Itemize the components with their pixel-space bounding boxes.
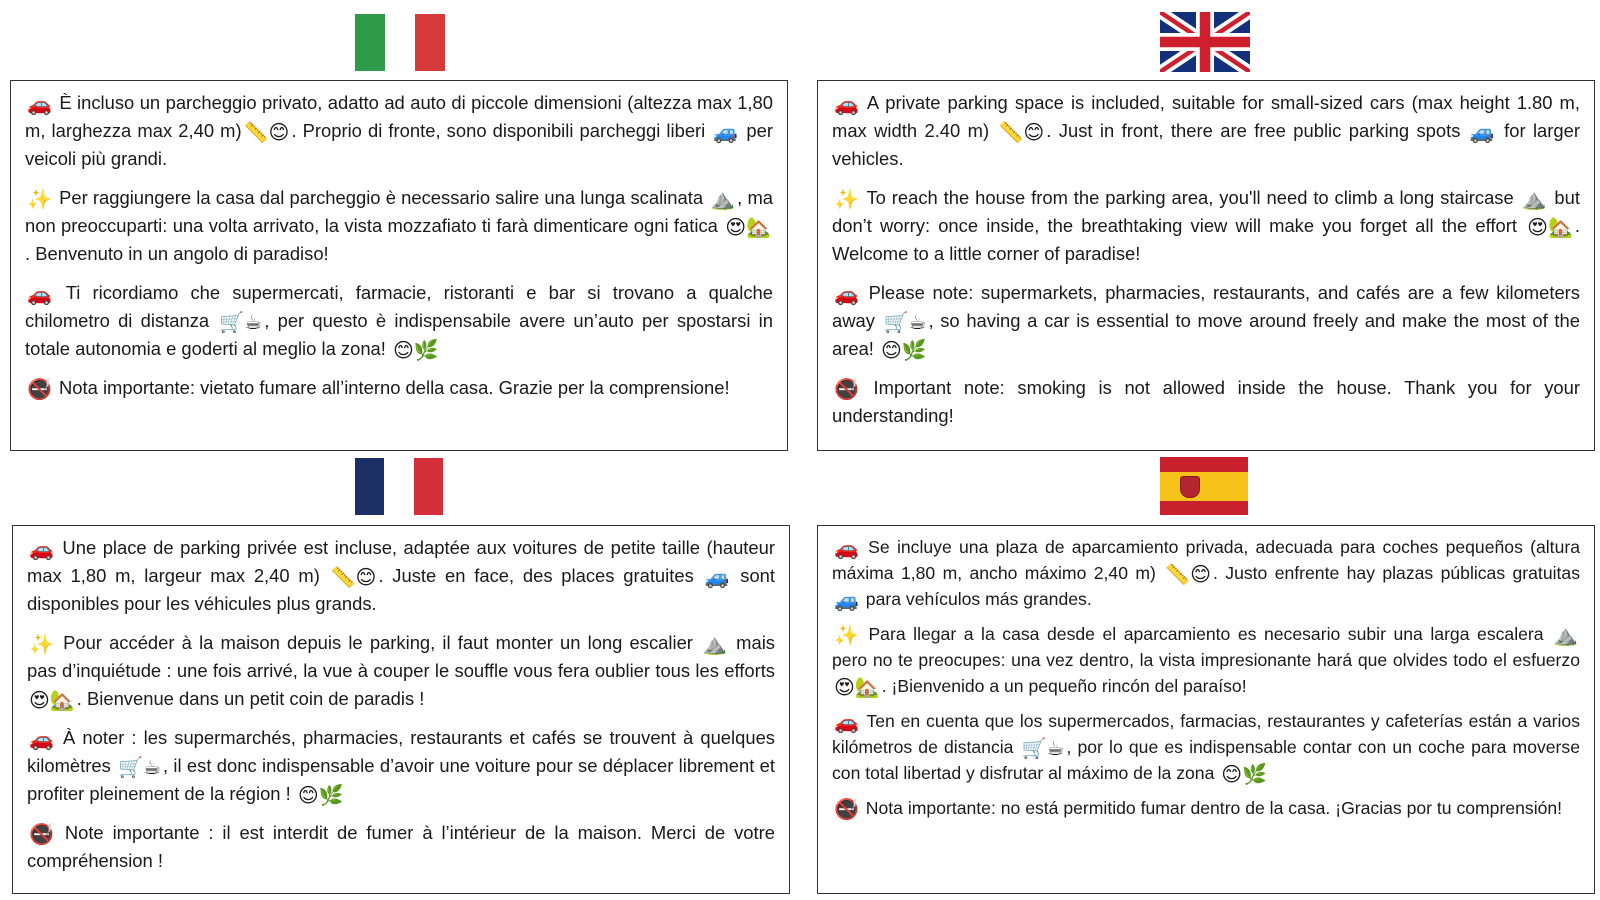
italy-flag-red: [415, 14, 445, 71]
italy-flag-icon: [355, 14, 445, 71]
paragraph: [25, 374, 773, 402]
paragraph-text: for larger vehicles.: [832, 120, 1580, 169]
car-icon: 🚗: [834, 284, 859, 306]
paragraph-text: per veicoli più grandi.: [25, 120, 773, 169]
english-text-panel: [817, 80, 1595, 451]
spanish-text-panel: [817, 525, 1595, 894]
paragraph-text: To reach the house from the parking area, you'll need to climb a long staircase: [860, 187, 1520, 208]
no-smoking-icon: 🚭: [29, 824, 54, 846]
mountain-icon: ⛰️: [1521, 189, 1547, 211]
spain-flag-bottom: [1160, 501, 1248, 516]
paragraph-text: . Proprio di fronte, sono disponibili parcheggi liberi: [291, 120, 712, 141]
spain-coat-of-arms-icon: [1180, 476, 1200, 498]
italy-flag-white: [385, 14, 415, 71]
paragraph: [832, 184, 1580, 268]
france-flag-white: [384, 458, 413, 515]
no-smoking-icon: 🚭: [27, 379, 52, 401]
paragraph-text: . Bienvenue dans un petit coin de paradis !: [76, 688, 425, 709]
ruler-smile-icon: 📏😊: [1165, 564, 1212, 586]
paragraph: [25, 184, 773, 268]
smile-herb-icon: 😊🌿: [881, 340, 927, 362]
paragraph-text: È incluso un parcheggio privato, adatto ad auto di piccole dimensioni (altezza max 1,80 m, larghezza max 2,40 m): [25, 92, 773, 141]
smile-herb-icon: 😊🌿: [297, 785, 344, 807]
paragraph: [27, 629, 775, 713]
france-flag-blue: [355, 458, 384, 515]
spain-flag-top: [1160, 457, 1248, 472]
france-flag-icon: [355, 458, 443, 515]
sparkles-icon: ✨: [27, 189, 52, 211]
paragraph-text: À noter : les supermarchés, pharmacies, restaurants et cafés se trouvent à quelques kilomètres: [27, 727, 775, 776]
paragraph-text: Please note: supermarkets, pharmacies, restaurants, and cafés are a few kilometers away: [832, 282, 1580, 331]
car-icon: 🚗: [834, 538, 859, 560]
paragraph-text: mais pas d’inquiétude : une fois arrivé, la vue à couper le souffle vous fera oublier tous les efforts: [27, 632, 775, 681]
paragraph-text: Ten en cuenta que los supermercados, farmacias, restaurantes y cafeterías están a varios kilómetros de distancia: [832, 711, 1580, 757]
paragraph: [25, 279, 773, 363]
paragraph: [27, 534, 775, 618]
paragraph-text: Une place de parking privée est incluse, adaptée aux voitures de petite taille (hauteur max 1,80 m, largeur max 2,40 m): [27, 537, 775, 586]
mountain-icon: ⛰️: [710, 189, 736, 211]
paragraph-text: para vehículos más grandes.: [860, 589, 1092, 609]
smile-herb-icon: 😊🌿: [1221, 764, 1268, 786]
sparkles-icon: ✨: [834, 625, 859, 647]
car-icon: 🚗: [834, 94, 859, 116]
paragraph-text: A private parking space is included, suitable for small-sized cars (max height 1.80 m, max width 2.40 m): [832, 92, 1580, 141]
sparkles-icon: ✨: [29, 634, 54, 656]
no-smoking-icon: 🚭: [834, 379, 859, 401]
suv-icon: 🚙: [704, 567, 730, 589]
uk-flag-icon: [1160, 12, 1250, 72]
suv-icon: 🚙: [834, 590, 859, 612]
spain-flag-icon: [1160, 457, 1248, 515]
paragraph-text: , ma non preoccuparti: una volta arrivato, la vista mozzafiato ti farà dimenticare ogni fatica: [25, 187, 773, 236]
italian-text-panel: [10, 80, 788, 451]
paragraph-text: Ti ricordiamo che supermercati, farmacie, ristoranti e bar si trovano a qualche chilometro di distanza: [25, 282, 773, 331]
paragraph: [832, 374, 1580, 430]
italy-flag-green: [355, 14, 385, 71]
paragraph-text: . Juste en face, des places gratuites: [378, 565, 703, 586]
car-icon: 🚗: [834, 712, 859, 734]
paragraph: [832, 279, 1580, 363]
no-smoking-icon: 🚭: [834, 799, 859, 821]
suv-icon: 🚙: [713, 122, 739, 144]
paragraph-text: Nota importante: vietato fumare all’interno della casa. Grazie per la comprensione!: [53, 377, 730, 398]
spain-flag-middle: [1160, 472, 1248, 501]
cart-coffee-icon: 🛒☕: [1021, 738, 1065, 760]
cart-coffee-icon: 🛒☕: [118, 757, 161, 779]
car-icon: 🚗: [29, 729, 54, 751]
mountain-icon: ⛰️: [1553, 625, 1578, 647]
paragraph-text: but don’t worry: once inside, the breathtaking view will make you forget all the effort: [832, 187, 1580, 236]
heart-eyes-house-icon: 😍🏡: [29, 690, 75, 712]
paragraph-text: . Benvenuto in un angolo di paradiso!: [25, 243, 329, 264]
paragraph: [832, 708, 1580, 786]
paragraph-text: . ¡Bienvenido a un pequeño rincón del paraíso!: [881, 676, 1247, 696]
cart-coffee-icon: 🛒☕: [883, 312, 927, 334]
paragraph-text: , il est donc indispensable d’avoir une voiture pour se déplacer librement et profiter pleinement de la région !: [27, 755, 775, 804]
paragraph: [27, 819, 775, 875]
heart-eyes-house-icon: 😍🏡: [725, 217, 771, 239]
paragraph-text: Se incluye una plaza de aparcamiento privada, adecuada para coches pequeños (altura máxima 1,80 m, ancho máximo 2,40 m): [832, 537, 1580, 583]
heart-eyes-house-icon: 😍🏡: [1527, 217, 1573, 239]
paragraph-text: , per questo è indispensabile avere un’auto per spostarsi in totale autonomia e goderti al meglio la zona!: [25, 310, 773, 359]
paragraph-text: Pour accéder à la maison depuis le parking, il faut monter un long escalier: [55, 632, 701, 653]
france-flag-red: [414, 458, 443, 515]
suv-icon: 🚙: [1469, 122, 1495, 144]
cart-coffee-icon: 🛒☕: [219, 312, 263, 334]
car-icon: 🚗: [27, 94, 52, 116]
ruler-smile-icon: 📏😊: [998, 122, 1045, 144]
paragraph-text: Per raggiungere la casa dal parcheggio è necessario salire una lunga scalinata: [53, 187, 709, 208]
paragraph: [832, 89, 1580, 173]
paragraph-text: . Just in front, there are free public parking spots: [1046, 120, 1468, 141]
paragraph-text: sont disponibles pour les véhicules plus grands.: [27, 565, 776, 614]
sparkles-icon: ✨: [834, 189, 859, 211]
paragraph: [25, 89, 773, 173]
paragraph-text: . Welcome to a little corner of paradise!: [832, 215, 1580, 264]
car-icon: 🚗: [29, 539, 54, 561]
ruler-smile-icon: 📏😊: [243, 122, 290, 144]
french-text-panel: [12, 525, 790, 894]
paragraph: [832, 621, 1580, 699]
paragraph-text: Important note: smoking is not allowed inside the house. Thank you for your understanding!: [832, 377, 1580, 426]
heart-eyes-house-icon: 😍🏡: [834, 677, 880, 699]
mountain-icon: ⛰️: [702, 634, 727, 656]
paragraph: [832, 534, 1580, 612]
ruler-smile-icon: 📏😊: [330, 567, 377, 589]
paragraph-text: . Justo enfrente hay plazas públicas gratuitas: [1213, 563, 1580, 583]
paragraph-text: Nota importante: no está permitido fumar dentro de la casa. ¡Gracias por tu comprensión!: [860, 798, 1563, 818]
smile-herb-icon: 😊🌿: [393, 340, 439, 362]
car-icon: 🚗: [27, 284, 52, 306]
paragraph: [27, 724, 775, 808]
paragraph-text: Note importante : il est interdit de fumer à l’intérieur de la maison. Merci de votre compréhension !: [27, 822, 775, 871]
paragraph-text: , so having a car is essential to move around freely and make the most of the area!: [832, 310, 1581, 359]
paragraph: [832, 795, 1580, 821]
paragraph-text: , por lo que es indispensable contar con un coche para moverse con total libertad y disfrutar al máximo de la zona: [832, 737, 1581, 783]
paragraph-text: Para llegar a la casa desde el aparcamiento es necesario subir una larga escalera: [860, 624, 1552, 644]
paragraph-text: pero no te preocupes: una vez dentro, la vista impresionante hará que olvides todo el esfuerzo: [832, 650, 1580, 670]
